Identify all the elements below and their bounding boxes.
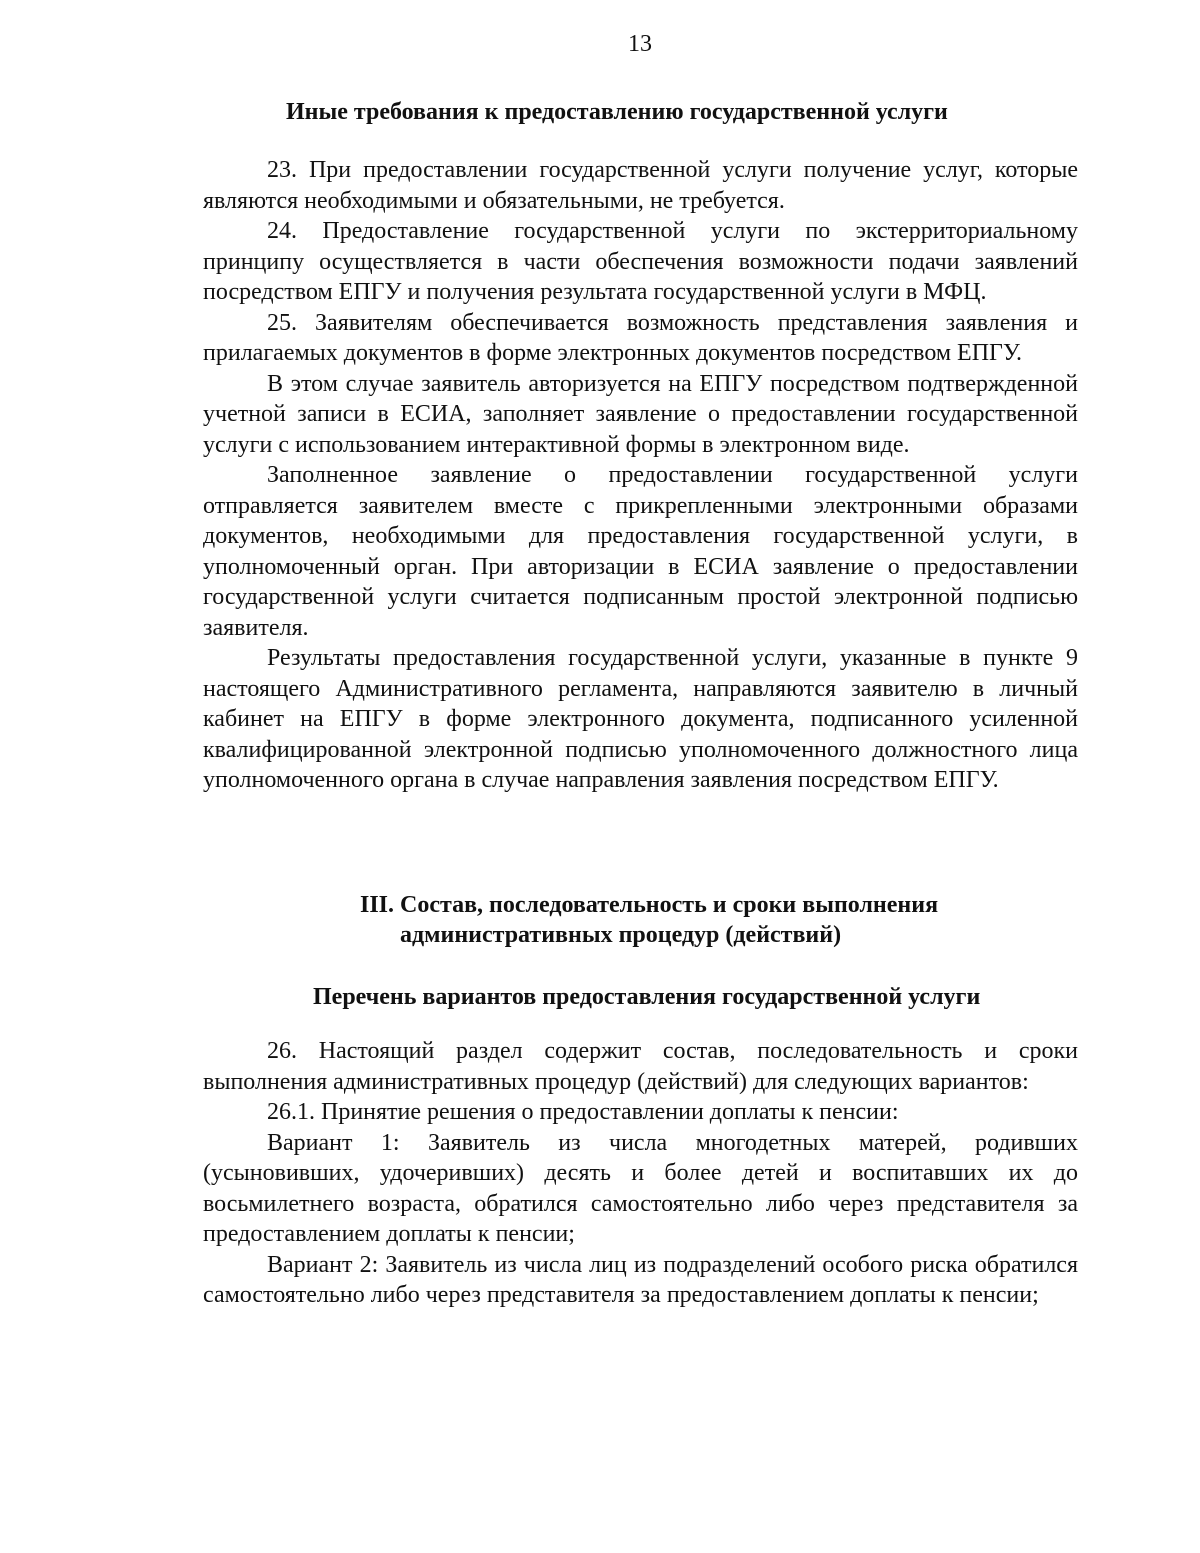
paragraph-23: 23. При предоставлении государственной услуги получение услуг, которые являются необходимыми и обязательными, не требуется. xyxy=(203,157,1078,214)
paragraph-26-1: 26.1. Принятие решения о предоставлении доплаты к пенсии: xyxy=(267,1099,899,1125)
paragraph-25-authorization: В этом случае заявитель авторизуется на ЕПГУ посредством подтвержденной учетной записи в ЕСИА, заполняет заявление о предоставлении государственной услуги с использованием интерактивной формы в электронном виде. xyxy=(203,370,1078,458)
section-body-variants-list xyxy=(203,1036,1078,1311)
section-heading-other-requirements: Иные требования к предоставлению государственной услуги xyxy=(286,99,948,125)
paragraph-26: 26. Настоящий раздел содержит состав, последовательность и сроки выполнения административных процедур (действий) для следующих вариантов: xyxy=(203,1038,1078,1095)
paragraph-24: 24. Предоставление государственной услуги по экстерриториальному принципу осуществляется в части обеспечения возможности подачи заявлений посредством ЕПГУ и получения результата государственной услуги в МФЦ. xyxy=(203,218,1078,305)
section-heading-variants-list: Перечень вариантов предоставления государственной услуги xyxy=(313,984,981,1010)
paragraph-25-submission: Заполненное заявление о предоставлении государственной услуги отправляется заявителем вместе с прикрепленными электронными образами документов, необходимыми для предоставления государственной услуги, в уполномоченный орган. При авторизации в ЕСИА заявление о предоставлении государственной услуги считается подписанным простой электронной подписью заявителя. xyxy=(203,462,1078,641)
chapter-heading-line1: III. Состав, последовательность и сроки выполнения xyxy=(360,892,939,918)
paragraph-25-results: Результаты предоставления государственной услуги, указанные в пункте 9 настоящего Административного регламента, направляются заявителю в личный кабинет на ЕПГУ в форме электронного документа, подписанного усиленной квалифицированной электронной подписью уполномоченного должностного лица уполномоченного органа в случае направления заявления посредством ЕПГУ. xyxy=(203,645,1078,793)
paragraph-variant-2: Вариант 2: Заявитель из числа лиц из подразделений особого риска обратился самостоятельно либо через представителя за предоставлением доплаты к пенсии; xyxy=(203,1251,1078,1308)
paragraph-variant-1: Вариант 1: Заявитель из числа многодетных матерей, родивших (усыновивших, удочеривших) десять и более детей и воспитавших их до восьмилетнего возраста, обратился самостоятельно либо через представителя за предоставлением доплаты к пенсии; xyxy=(203,1129,1078,1247)
page-number: 13 xyxy=(628,31,652,57)
chapter-heading-line2: административных процедур (действий) xyxy=(400,922,842,948)
paragraph-25: 25. Заявителям обеспечивается возможность представления заявления и прилагаемых документов в форме электронных документов посредством ЕПГУ. xyxy=(203,309,1078,366)
section-body-other-requirements xyxy=(203,155,1078,796)
